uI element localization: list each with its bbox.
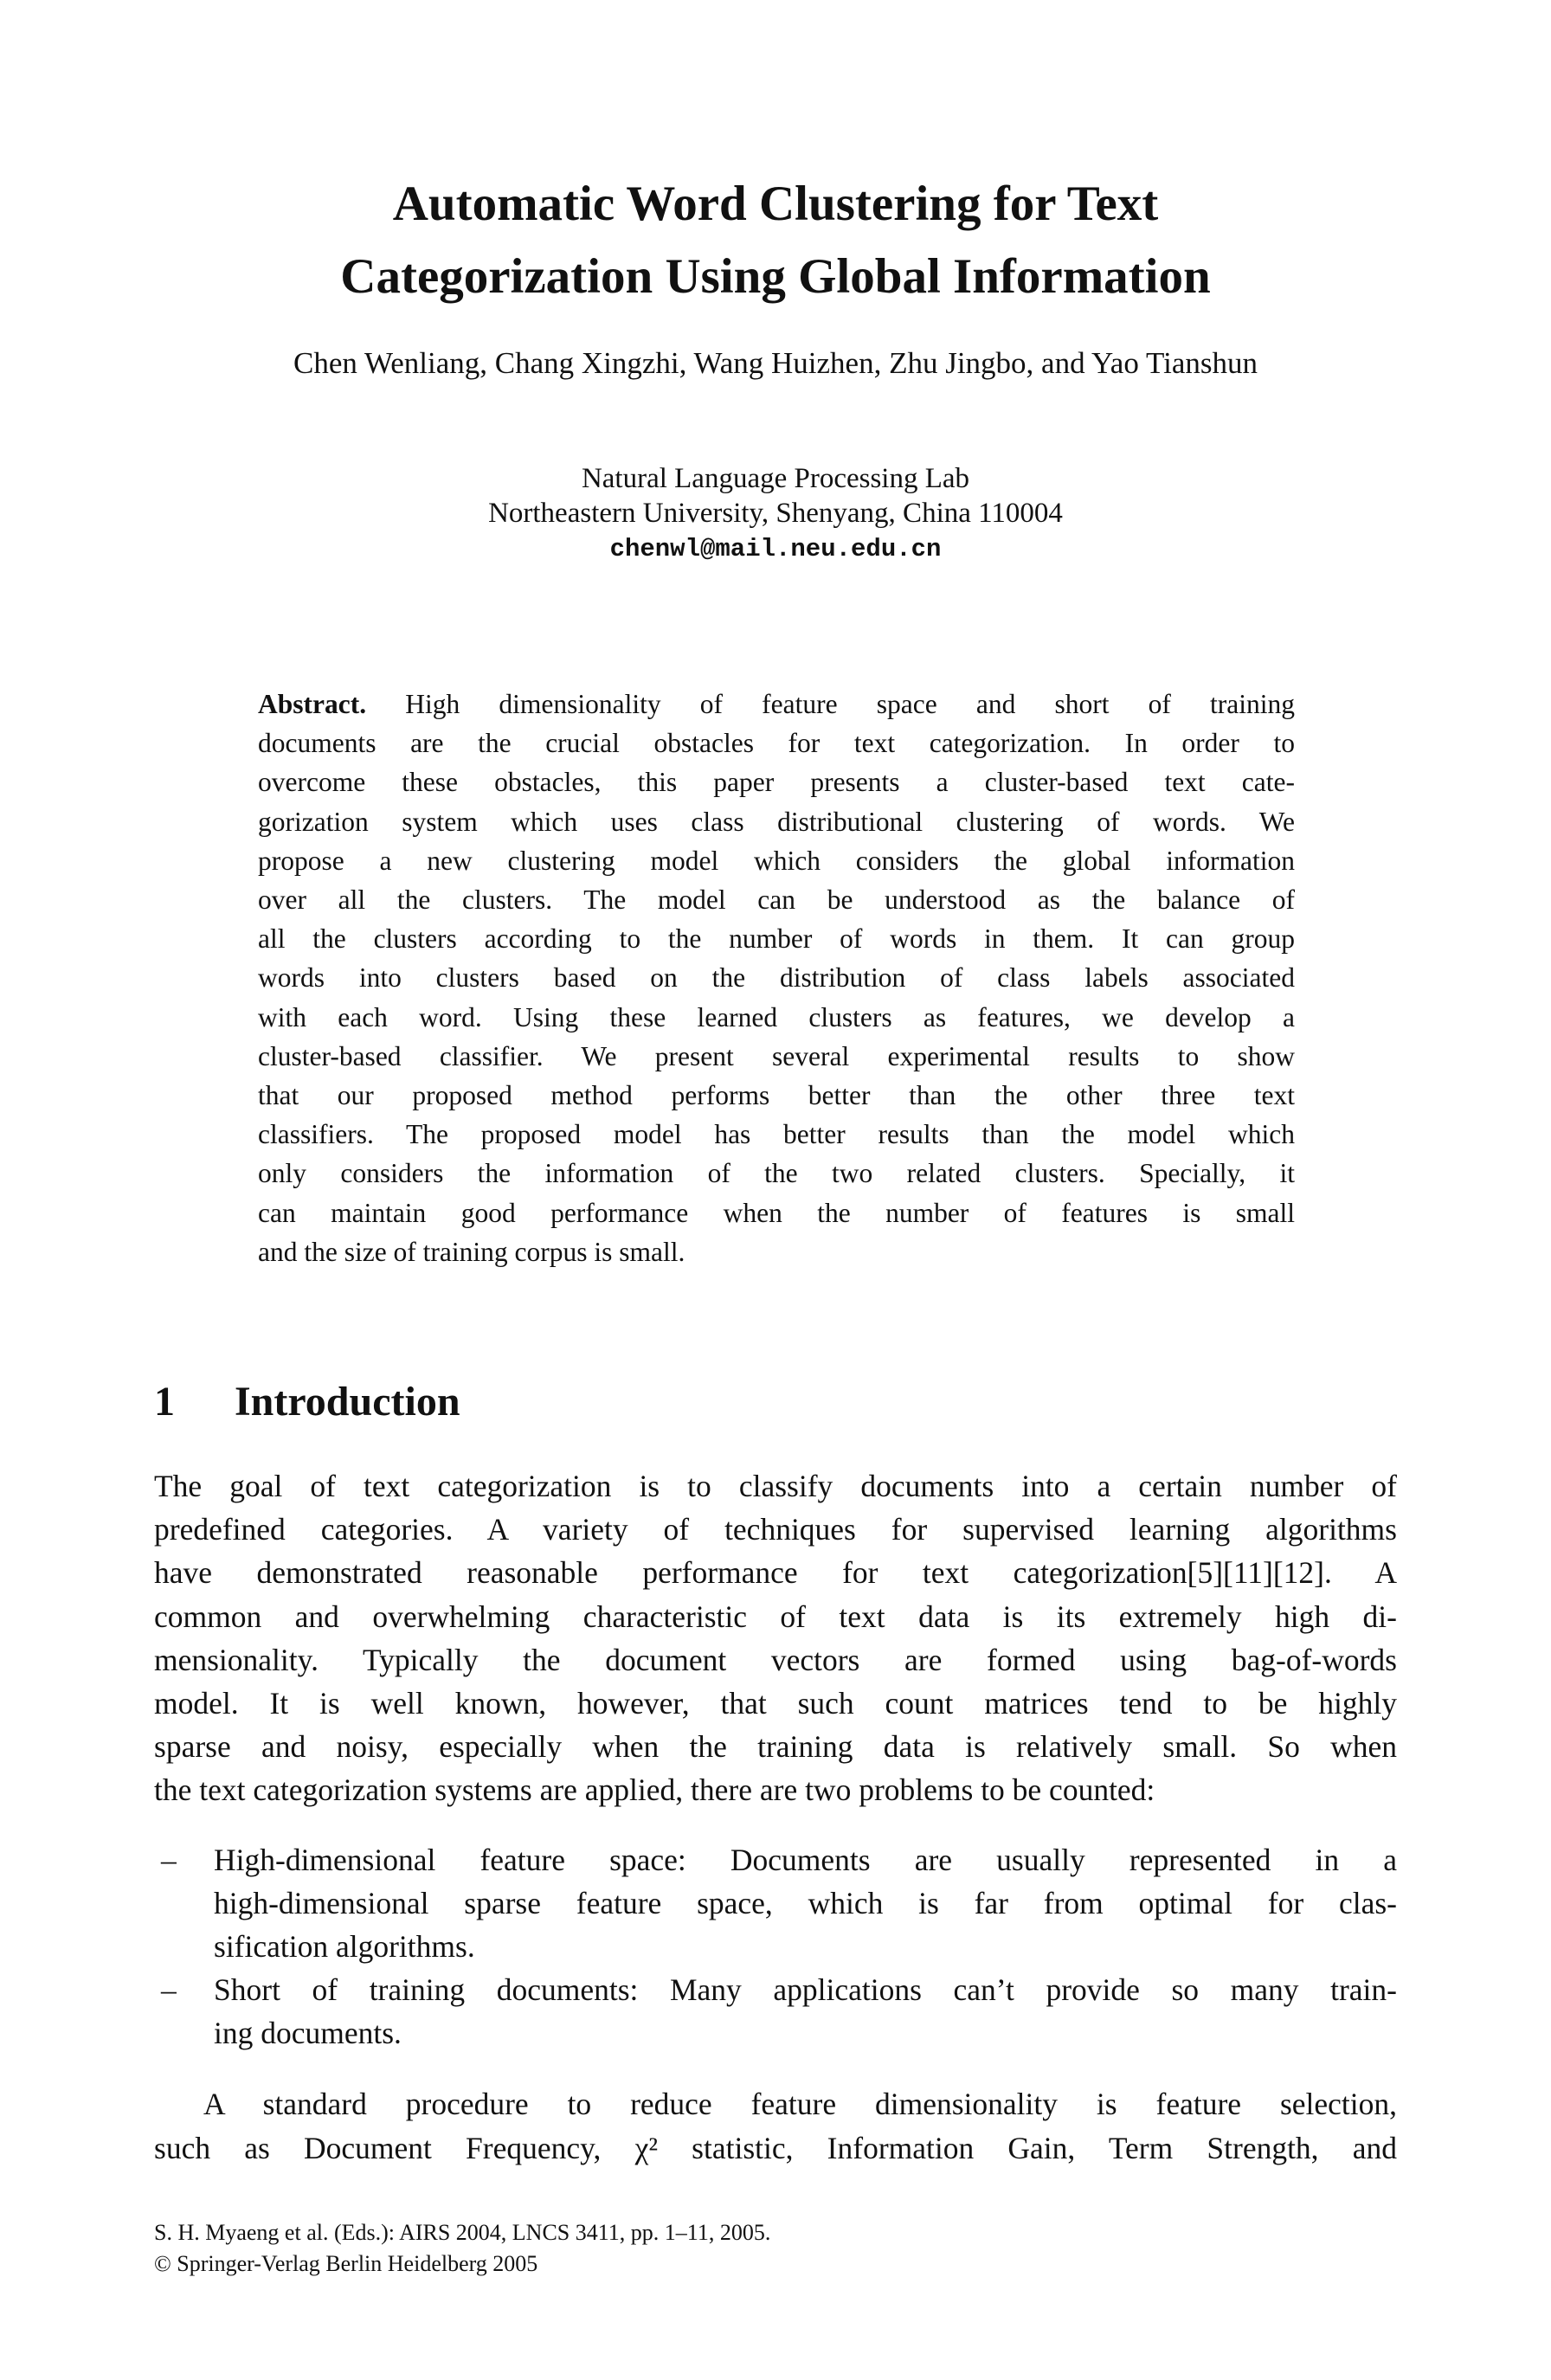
paragraph-line: such as Document Frequency, χ² statistic, Information Gain, Term Strength, and: [154, 2131, 1397, 2165]
bullet-line: sification algorithms.: [214, 1929, 475, 1964]
abstract-line: and the size of training corpus is small.: [258, 1236, 685, 1267]
abstract-text: High dimensionality of feature space and short of training: [366, 689, 1295, 719]
abstract-line: classifiers. The proposed model has better results than the model which: [258, 1119, 1295, 1150]
abstract-line: documents are the crucial obstacles for text categorization. In order to: [258, 728, 1295, 759]
affiliation-university: Northeastern University, Shenyang, China 110004: [488, 498, 1063, 529]
abstract-line: with each word. Using these learned clusters as features, we develop a: [258, 1001, 1295, 1032]
abstract-line: gorization system which uses class distributional clustering of words. We: [258, 806, 1295, 837]
affiliation-lab: Natural Language Processing Lab: [581, 463, 970, 494]
bullet-line: ing documents.: [214, 2016, 402, 2050]
paragraph-line: common and overwhelming characteristic of text data is its extremely high di-: [154, 1598, 1397, 1634]
footer-citation: S. H. Myaeng et al. (Eds.): AIRS 2004, LNCS 3411, pp. 1–11, 2005.: [154, 2220, 771, 2245]
author-list: Chen Wenliang, Chang Xingzhi, Wang Huizhen, Zhu Jingbo, and Yao Tianshun: [293, 346, 1258, 380]
abstract-line: [258, 685, 1295, 724]
bullet-dash: –: [161, 1843, 177, 1877]
abstract-line: over all the clusters. The model can be understood as the balance of: [258, 884, 1295, 915]
footer-copyright: © Springer-Verlag Berlin Heidelberg 2005: [154, 2251, 538, 2276]
paragraph-line: the text categorization systems are applied, there are two problems to be counted:: [154, 1772, 1155, 1808]
bullet-line: high-dimensional sparse feature space, which is far from optimal for clas-: [214, 1886, 1397, 1920]
paragraph-line: model. It is well known, however, that such count matrices tend to be highly: [154, 1686, 1397, 1721]
paragraph-line: A standard procedure to reduce feature dimensionality is feature selection,: [203, 2087, 1397, 2121]
section-title: Introduction: [235, 1379, 460, 1425]
abstract-line: propose a new clustering model which considers the global information: [258, 845, 1295, 876]
paragraph-line: predefined categories. A variety of techniques for supervised learning algorithms: [154, 1512, 1397, 1547]
paragraph-line: mensionality. Typically the document vectors are formed using bag-of-words: [154, 1642, 1397, 1677]
abstract-line: overcome these obstacles, this paper presents a cluster-based text cate-: [258, 767, 1295, 798]
section-number: 1: [154, 1379, 175, 1425]
author-email[interactable]: chenwl@mail.neu.edu.cn: [609, 535, 942, 563]
abstract-line: can maintain good performance when the number of features is small: [258, 1197, 1295, 1228]
abstract-line: words into clusters based on the distribution of class labels associated: [258, 962, 1295, 994]
abstract-line: only considers the information of the two related clusters. Specially, it: [258, 1158, 1295, 1189]
paragraph-line: sparse and noisy, especially when the training data is relatively small. So when: [154, 1729, 1397, 1765]
paper-title-line-2: Categorization Using Global Information: [340, 249, 1211, 304]
paper-title-line-1: Automatic Word Clustering for Text: [392, 177, 1159, 231]
bullet-line: Short of training documents: Many applications can’t provide so many train-: [214, 1972, 1397, 2007]
abstract-line: cluster-based classifier. We present several experimental results to show: [258, 1040, 1295, 1071]
bullet-line: High-dimensional feature space: Documents are usually represented in a: [214, 1843, 1397, 1877]
paragraph-line: have demonstrated reasonable performance for text categorization[5][11][12]. A: [154, 1555, 1397, 1591]
bullet-dash: –: [161, 1972, 177, 2007]
abstract-line: that our proposed method performs better than the other three text: [258, 1080, 1295, 1110]
abstract-line: all the clusters according to the number of words in them. It can group: [258, 923, 1295, 955]
paragraph-line: The goal of text categorization is to classify documents into a certain number of: [154, 1469, 1397, 1503]
abstract-label: Abstract.: [258, 689, 367, 719]
